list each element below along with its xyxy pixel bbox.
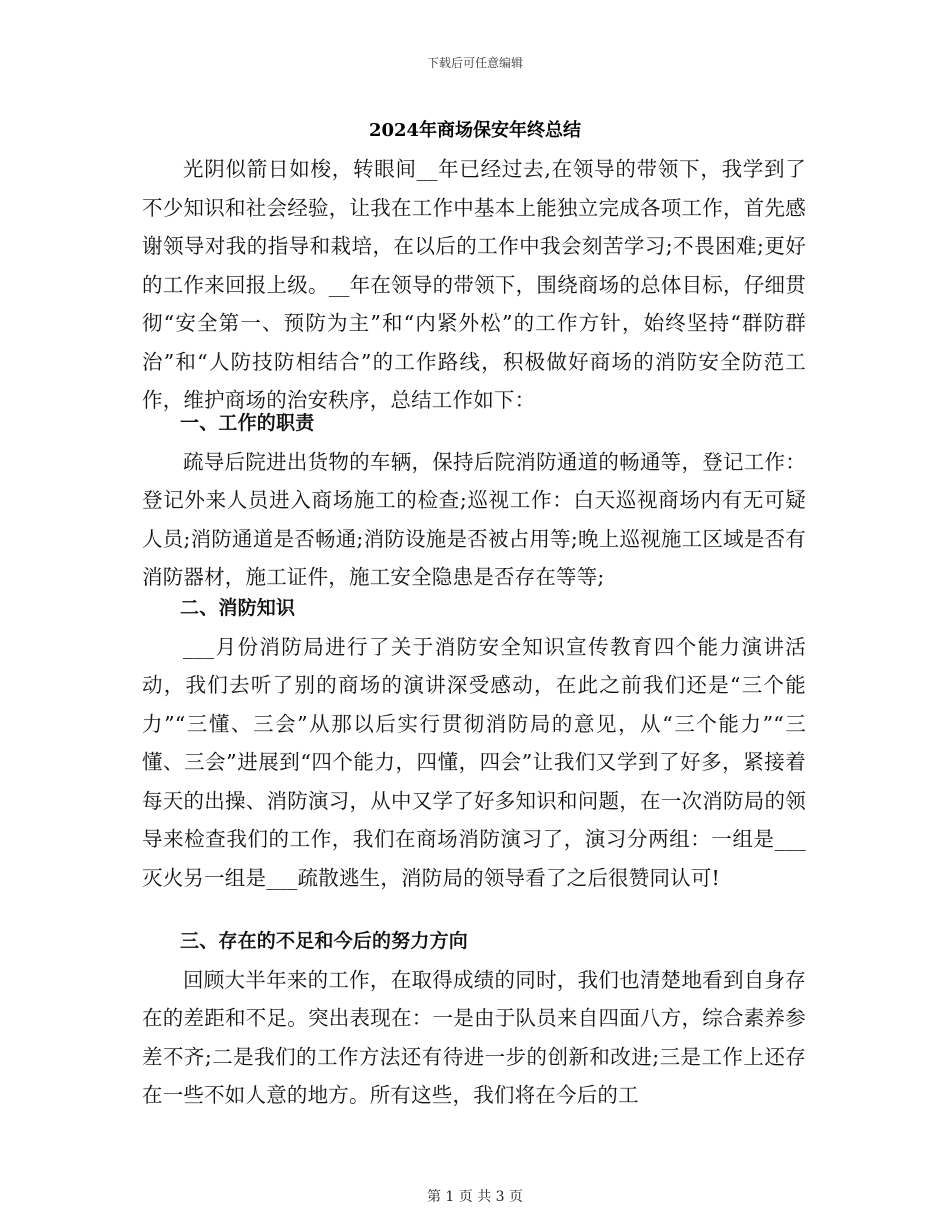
section-3-heading: 三、存在的不足和今后的努力方向 [180,930,469,952]
page-header-note: 下载后可任意编辑 [426,56,523,70]
section-3-paragraph: 回顾大半年来的工作，在取得成绩的同时，我们也清楚地看到自身存在的差距和不足。突出表现在：一是由于队员来自四面八方，综合素养参差不齐;二是我们的工作方法还有待进一步的创新和改进;三是工作上还存在一些不如人意的地方。所有这些，我们将在今后的工 [142,967,806,1107]
section-1-heading: 一、工作的职责 [180,412,315,434]
section-3 [142,922,806,1115]
intro-paragraph: 光阴似箭日如梭，转眼间__年已经过去,在领导的带领下，我学到了不少知识和社会经验，让我在工作中基本上能独立完成各项工作，首先感谢领导对我的指导和栽培，在以后的工作中我会刻苦学习;不畏困难;更好的工作来回报上级。__年在领导的带领下，围绕商场的总体目标，仔细贯彻“安全第一、预防为主”和“内紧外松”的工作方针，始终坚持“群防群治”和“人防技防相结合”的工作路线，积极做好商场的消防安全防范工作，维护商场的治安秩序，总结工作如下： [142,157,806,412]
document-title: 2024年商场保安年终总结 [368,120,582,141]
section-2-heading: 二、消防知识 [180,597,296,619]
section-2 [142,589,806,897]
section-1 [142,404,806,597]
page-number: 第 1 页 共 3 页 [426,1189,524,1205]
section-2-paragraph: ___月份消防局进行了关于消防安全知识宣传教育四个能力演讲活动，我们去听了别的商场的演讲深受感动，在此之前我们还是“三个能力”“三懂、三会”从那以后实行贯彻消防局的意见，从“三个能力”“三懂、三会”进展到“四个能力，四懂，四会”让我们又学到了好多，紧接着每天的出操、消防演习，从中又学了好多知识和问题，在一次消防局的领导来检查我们的工作，我们在商场消防演习了，演习分两组：一组是___灭火另一组是___疏散逃生，消防局的领导看了之后很赞同认可! [142,634,806,890]
intro-block [142,150,806,420]
section-1-paragraph: 疏导后院进出货物的车辆，保持后院消防通道的畅通等，登记工作：登记外来人员进入商场施工的检查;巡视工作：白天巡视商场内有无可疑人员;消防通道是否畅通;消防设施是否被占用等;晚上巡视施工区域是否有消防器材，施工证件，施工安全隐患是否存在等等; [142,449,806,589]
